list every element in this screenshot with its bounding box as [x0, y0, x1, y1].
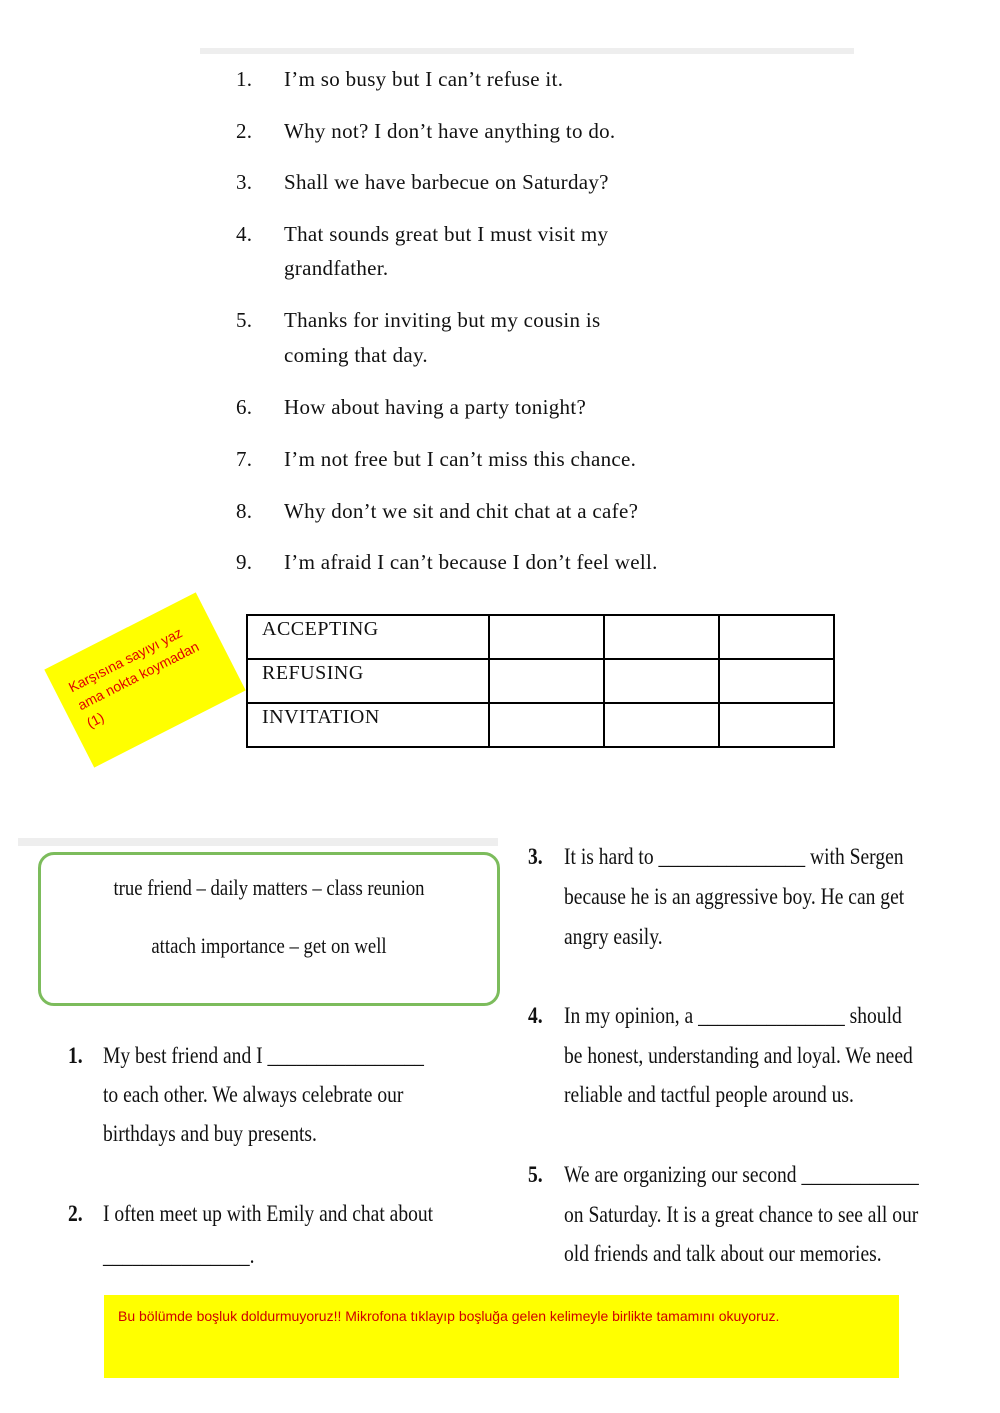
- row-label: INVITATION: [247, 703, 489, 747]
- instruction-note-text: Karşısına sayıyı yaz ama nokta koymadan (1): [65, 624, 202, 731]
- table-row: [247, 659, 834, 703]
- answer-cell[interactable]: [489, 659, 604, 703]
- question-text: I often meet up with Emily and chat about: [103, 1201, 434, 1226]
- sentence-number: 8.: [236, 499, 253, 523]
- top-divider: [200, 48, 854, 54]
- question-text: My best friend and I ________________: [103, 1043, 424, 1068]
- answer-cell[interactable]: [604, 615, 719, 659]
- sentence-text: That sounds great but I must visit my: [284, 222, 609, 246]
- answer-cell[interactable]: [489, 703, 604, 747]
- sentence-number: 2.: [236, 119, 253, 143]
- instruction-sticky-note: [44, 592, 245, 767]
- sentence-number: 7.: [236, 447, 253, 471]
- sentence-text: Thanks for inviting but my cousin is: [284, 308, 601, 332]
- sentence-text: grandfather.: [284, 256, 389, 280]
- row-label: ACCEPTING: [247, 615, 489, 659]
- question-text: angry easily.: [564, 924, 663, 949]
- table-row: [247, 703, 834, 747]
- word-bank: [38, 852, 500, 1006]
- category-table: [246, 614, 835, 748]
- sentence-text: I’m so busy but I can’t refuse it.: [284, 67, 564, 91]
- sentence-number: 5.: [236, 308, 253, 332]
- instruction-banner-text: Bu bölümde boşluk doldurmuyoruz!! Mikrofona tıklayıp boşluğa gelen kelimeyle birlikte tamamını okuyoruz.: [118, 1308, 780, 1324]
- sentence-text: Why not? I don’t have anything to do.: [284, 119, 616, 143]
- question-text: be honest, understanding and loyal. We need: [564, 1043, 913, 1068]
- sentence-number: 6.: [236, 395, 253, 419]
- answer-cell[interactable]: [604, 703, 719, 747]
- question-text: In my opinion, a _______________ should: [564, 1003, 902, 1028]
- sentence-text: Why don’t we sit and chit chat at a cafe?: [284, 499, 639, 523]
- question-text: reliable and tactful people around us.: [564, 1082, 854, 1107]
- section-divider: [18, 838, 498, 846]
- row-label: REFUSING: [247, 659, 489, 703]
- question-number: 5.: [528, 1162, 543, 1187]
- question-number: 3.: [528, 844, 543, 869]
- sentence-number: 3.: [236, 170, 253, 194]
- sentence-number: 1.: [236, 67, 253, 91]
- question-text: on Saturday. It is a great chance to see all our: [564, 1202, 919, 1227]
- instruction-banner: [104, 1295, 899, 1378]
- word-bank-line: attach importance – get on well: [151, 933, 387, 958]
- sentence-text: Shall we have barbecue on Saturday?: [284, 170, 609, 194]
- sentence-number: 9.: [236, 550, 253, 574]
- question-text: old friends and talk about our memories.: [564, 1241, 882, 1266]
- answer-cell[interactable]: [719, 615, 834, 659]
- question-text: because he is an aggressive boy. He can get: [564, 884, 905, 909]
- question-text: birthdays and buy presents.: [103, 1121, 317, 1146]
- question-text: _______________.: [103, 1243, 255, 1268]
- answer-cell[interactable]: [719, 703, 834, 747]
- table-row: [247, 615, 834, 659]
- question-text: We are organizing our second ____________: [564, 1162, 919, 1187]
- sentence-number: 4.: [236, 222, 253, 246]
- sentence-text: How about having a party tonight?: [284, 395, 587, 419]
- answer-cell[interactable]: [489, 615, 604, 659]
- question-number: 4.: [528, 1003, 543, 1028]
- sentence-text: I’m not free but I can’t miss this chance.: [284, 447, 637, 471]
- question-number: 1.: [68, 1043, 83, 1068]
- answer-cell[interactable]: [719, 659, 834, 703]
- sentence-text: coming that day.: [284, 343, 428, 367]
- sentence-text: I’m afraid I can’t because I don’t feel well.: [284, 550, 658, 574]
- question-text: It is hard to _______________ with Sergen: [564, 844, 904, 869]
- question-text: to each other. We always celebrate our: [103, 1082, 404, 1107]
- question-number: 2.: [68, 1201, 83, 1226]
- word-bank-line: true friend – daily matters – class reunion: [113, 875, 425, 900]
- answer-cell[interactable]: [604, 659, 719, 703]
